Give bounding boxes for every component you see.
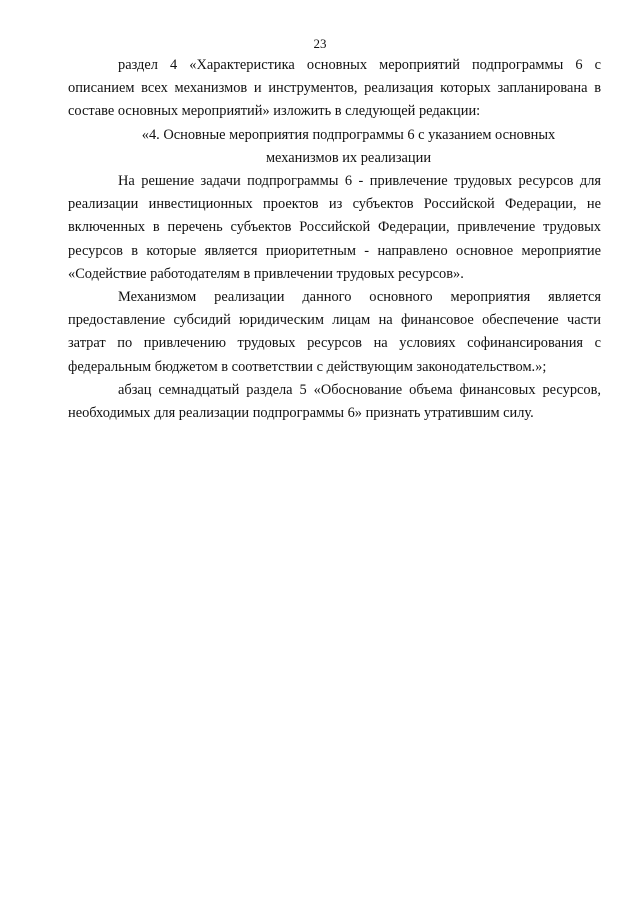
paragraph-section-4-amendment: раздел 4 «Характеристика основных мероприятий подпрограммы 6 с описанием всех механизмов и инструментов, реализация которых запланирована в составе основных мероприятий» изложить в следующей редакции: [68, 57, 601, 120]
section-heading [68, 124, 601, 170]
paragraph-task-labor-resources: На решение задачи подпрограммы 6 - привлечение трудовых ресурсов для реализации инвестиционных проектов из субъектов Российской Федерации, не включенных в перечень субъектов Российской Федерации, привлечение трудовых ресурсов в которые является приоритетным - направлено основное мероприятие «Содействие работодателям в привлечении трудовых ресурсов». [68, 173, 601, 282]
document-body [68, 54, 601, 425]
section-heading-line-1: «4. Основные мероприятия подпрограммы 6 с указанием основных [141, 126, 556, 143]
section-heading-line-2: механизмов их реализации [265, 149, 432, 166]
page-number: 23 [313, 36, 327, 51]
paragraph-section-5-repeal: абзац семнадцатый раздела 5 «Обоснование объема финансовых ресурсов, необходимых для реализации подпрограммы 6» признать утратившим силу. [68, 381, 601, 422]
paragraph-implementation-mechanism: Механизмом реализации данного основного мероприятия является предоставление субсидий юридическим лицам на финансовое обеспечение части затрат по привлечению трудовых ресурсов на условиях софинансирования с федеральным бюджетом в соответствии с действующим законодательством.»; [68, 289, 601, 375]
